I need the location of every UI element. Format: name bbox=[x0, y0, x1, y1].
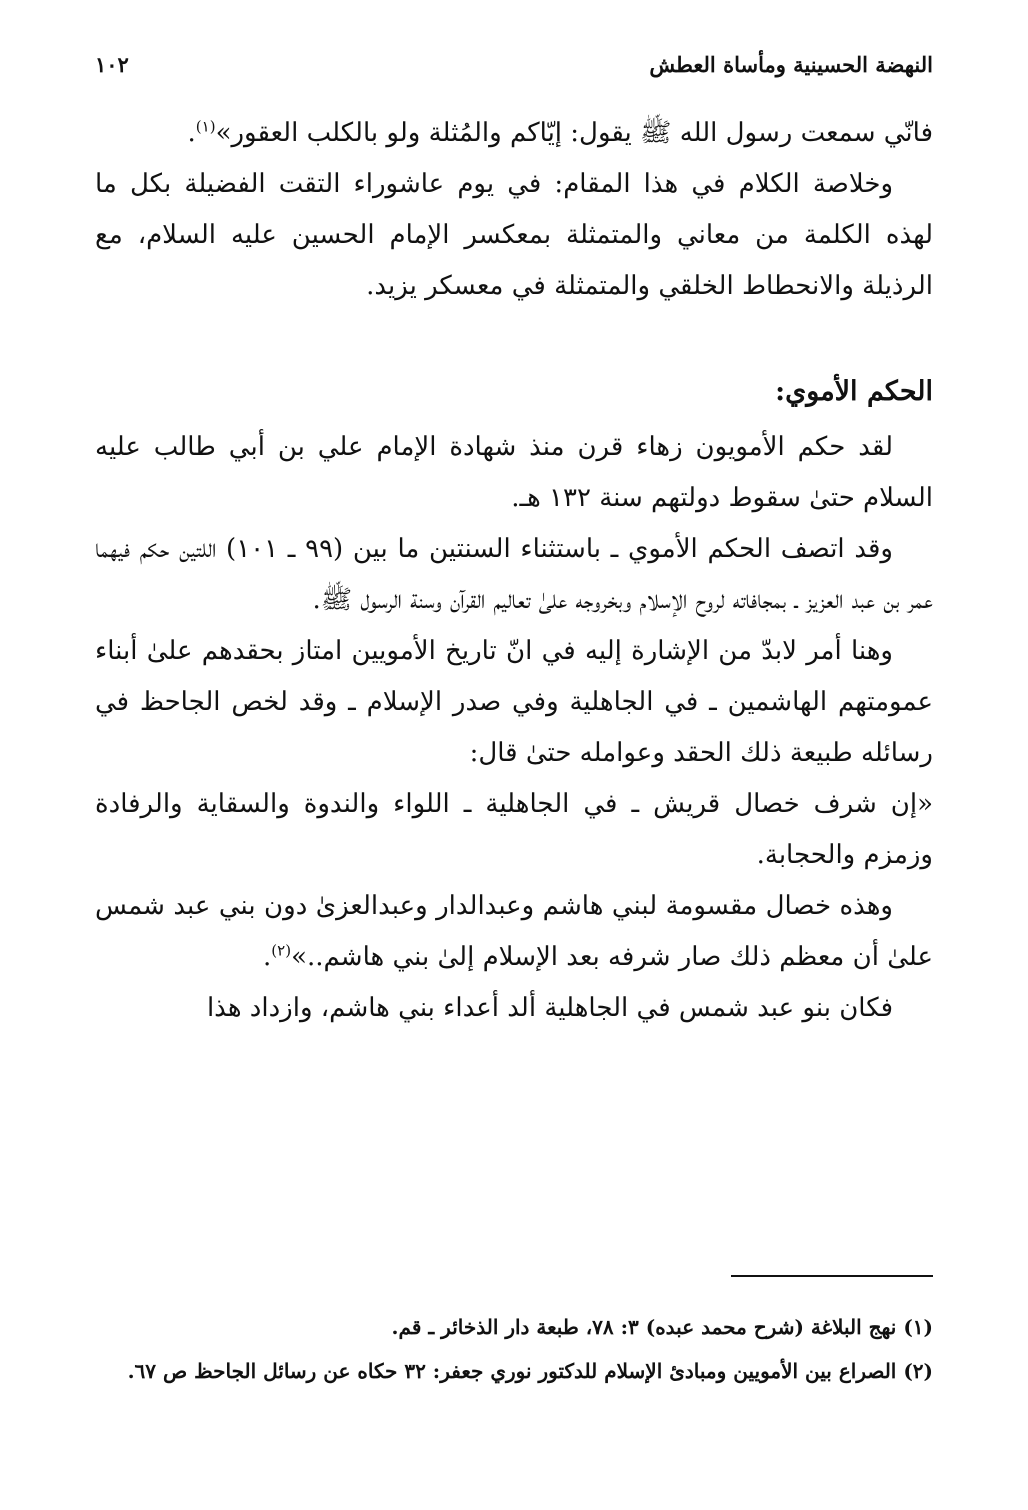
paragraph-text: فانّي سمعت رسول الله ﷺ يقول: إيّاكم والمُثلة ولو بالكلب العقور» bbox=[215, 118, 933, 148]
paragraph-summary: وخلاصة الكلام في هذا المقام: في يوم عاشوراء التقت الفضيلة بكل ما لهذه الكلمة من معاني والمتمثلة بمعكسر الإمام الحسين عليه السلام، مع الرذيلة والانحطاط الخلقي والمتمثلة في معسكر يزيد. bbox=[95, 169, 933, 301]
running-header bbox=[95, 52, 933, 82]
paragraph-end: . bbox=[187, 118, 196, 148]
quote-paragraph: «إن شرف خصال قريش ـ في الجاهلية ـ اللواء والندوة والسقاية والرفادة وزمزم والحجابة. bbox=[95, 789, 933, 870]
paragraph: وهنا أمر لابدّ من الإشارة إليه في انّ تاريخ الأمويين امتاز بحقدهم علىٰ أبناء عمومتهم الهاشمين ـ في الجاهلية وفي صدر الإسلام ـ وقد لخص الجاحظ في رسائله طبيعة ذلك الحقد وعوامله حتىٰ قال: bbox=[95, 636, 933, 768]
footnotes bbox=[95, 1305, 933, 1393]
footnote bbox=[95, 1349, 933, 1393]
footnote-text: نهج البلاغة (شرح محمد عبده) ٣: ٧٨، طبعة دار الذخائر ـ قم. bbox=[391, 1315, 897, 1339]
footnote-number: (١) bbox=[903, 1315, 933, 1339]
paragraph: وقد اتصف الحكم الأموي ـ باستثناء السنتين ما بين (٩٩ ـ ١٠١) اللتين حكم فيهما عمر بن عبد العزيز ـ بمجافاته لروح الإسلام وبخروجه علىٰ تعاليم القرآن وسنة الرسول ﷺ. bbox=[95, 534, 933, 615]
footnote-divider bbox=[731, 1275, 933, 1277]
section-heading: الحكم الأموي: bbox=[775, 376, 933, 407]
footnote bbox=[95, 1305, 933, 1349]
document-page bbox=[95, 0, 933, 1510]
footnote-text: الصراع بين الأمويين ومبادئ الإسلام للدكتور نوري جعفر: ٣٢ حكاه عن رسائل الجاحظ ص ٦٧. bbox=[127, 1359, 897, 1383]
body-text bbox=[95, 108, 933, 1034]
footnote-ref: (١) bbox=[195, 117, 216, 136]
paragraph: لقد حكم الأمويون زهاء قرن منذ شهادة الإمام علي بن أبي طالب عليه السلام حتىٰ سقوط دولتهم سنة ١٣٢ هـ. bbox=[95, 432, 933, 513]
paragraph-text: وهذه خصال مقسومة لبني هاشم وعبدالدار وعبدالعزىٰ دون بني عبد شمس علىٰ أن معظم ذلك صار شرفه بعد الإسلام إلىٰ بني هاشم..» bbox=[95, 891, 933, 972]
page-number: ١٠٢ bbox=[95, 52, 129, 77]
paragraph-end: . bbox=[263, 942, 272, 972]
paragraph bbox=[95, 881, 933, 983]
footnote-number: (٢) bbox=[903, 1359, 933, 1383]
paragraph-quote-end bbox=[95, 108, 933, 159]
book-title: النهضة الحسينية ومأساة العطش bbox=[649, 52, 933, 77]
paragraph: فكان بنو عبد شمس في الجاهلية ألد أعداء بني هاشم، وازداد هذا bbox=[206, 993, 893, 1023]
footnote-ref: (٢) bbox=[271, 941, 292, 960]
